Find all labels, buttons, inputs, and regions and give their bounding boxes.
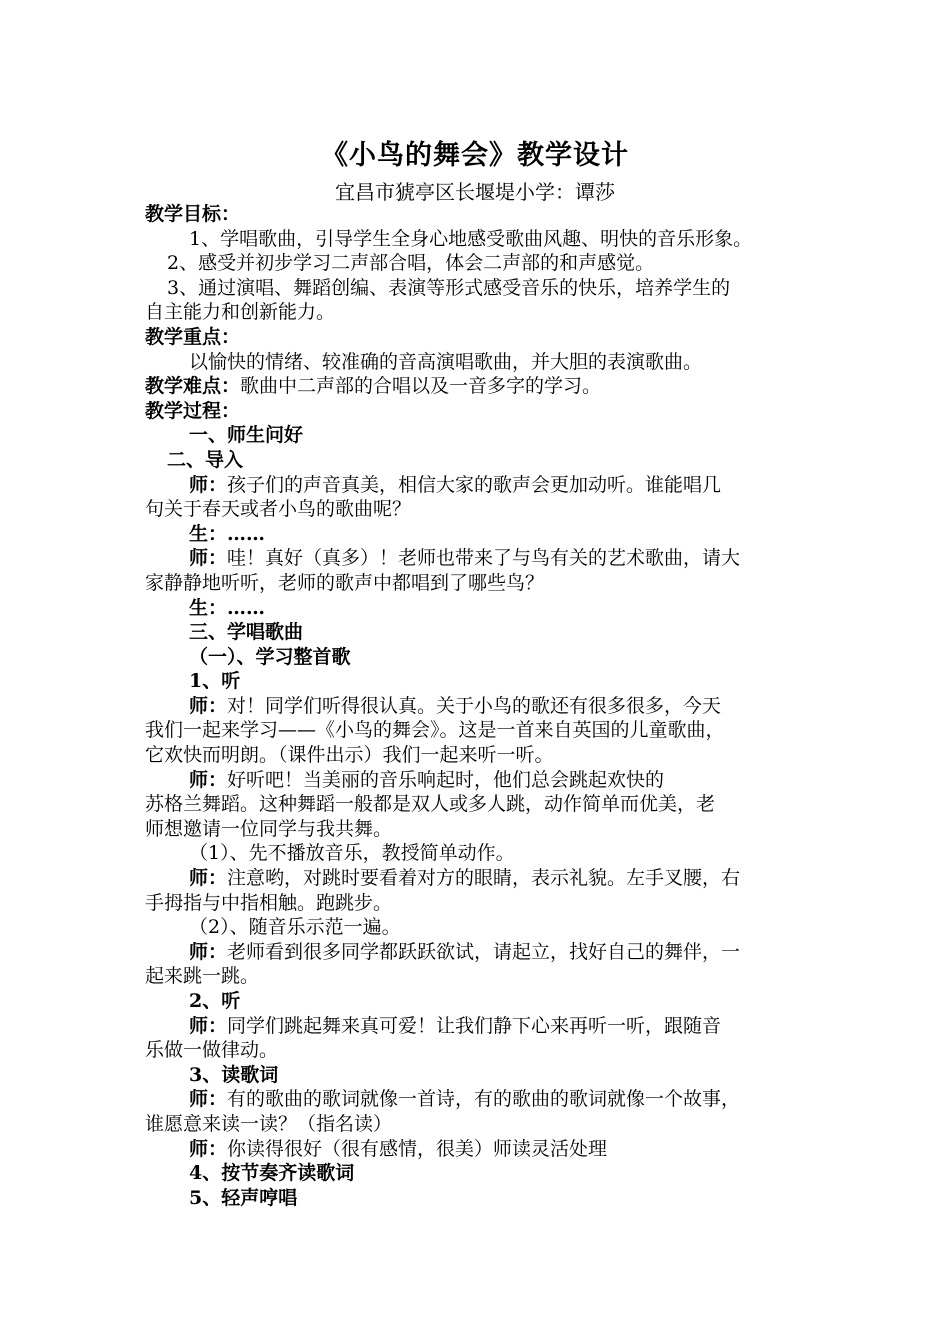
- paragraph-text: 老师看到很多同学都跃跃欲试，请起立，找好自己的舞伴，一: [227, 940, 741, 963]
- step-2-heading: 2、听: [189, 990, 241, 1012]
- student-label: 生：: [189, 522, 228, 545]
- difficulty-text: 歌曲中二声部的合唱以及一音多字的学习。: [240, 375, 602, 398]
- focus-heading: 教学重点：: [145, 325, 241, 348]
- teacher-label: 师：: [189, 867, 228, 890]
- paragraph-text: 同学们跳起舞来真可爱！让我们静下心来再听一听，跟随音: [227, 1014, 722, 1037]
- document-title: 《小鸟的舞会》教学设计: [321, 140, 629, 171]
- paragraph-line: 我们一起来学习——《小鸟的舞会》。这是一首来自英国的儿童歌曲，: [145, 719, 725, 742]
- numbered-note-1: （1）、先不播放音乐，教授简单动作。: [189, 842, 515, 865]
- section-2-heading: 二、导入: [167, 448, 244, 471]
- paragraph-line: [145, 473, 821, 498]
- paragraph-text: 你读得很好（很有感情，很美）师读灵活处理: [227, 1137, 608, 1160]
- paragraph-line: [145, 768, 821, 793]
- teacher-label: 师：: [189, 547, 228, 570]
- document-author: 宜昌市猇亭区长堰堤小学：谭莎: [335, 180, 615, 204]
- section-1-heading: 一、师生问好: [189, 424, 304, 447]
- paragraph-text: 孩子们的声音真美，相信大家的歌声会更加动听。谁能唱几: [227, 473, 722, 496]
- paragraph-line: [145, 1014, 821, 1039]
- difficulty-heading: 教学难点：: [145, 375, 241, 398]
- subsection-1-heading: （一）、学习整首歌: [189, 645, 351, 668]
- paragraph-text: 注意哟，对跳时要看着对方的眼睛，表示礼貌。左手叉腰，右: [227, 867, 741, 890]
- paragraph-line: [145, 694, 821, 719]
- paragraph-line: [145, 866, 821, 891]
- ellipsis: ……: [227, 596, 266, 619]
- goals-heading: 教学目标：: [145, 203, 241, 225]
- paragraph-line: 师想邀请一位同学与我共舞。: [145, 817, 393, 840]
- teacher-label: 师：: [189, 940, 228, 963]
- process-heading: 教学过程：: [145, 399, 241, 422]
- paragraph-line: [145, 596, 821, 621]
- focus-text: 以愉快的情绪、较准确的音高演唱歌曲，并大胆的表演歌曲。: [189, 350, 703, 373]
- numbered-note-2: （2）、随音乐示范一遍。: [189, 916, 401, 939]
- paragraph-line: [145, 1137, 821, 1162]
- teacher-label: 师：: [189, 473, 228, 496]
- paragraph-line: 苏格兰舞蹈。这种舞蹈一般都是双人或多人跳，动作简单而优美，老: [145, 793, 716, 816]
- step-4-heading: 4、按节奏齐读歌词: [189, 1162, 355, 1185]
- paragraph-line: 乐做一做律动。: [145, 1039, 279, 1062]
- paragraph-text: 有的歌曲的歌词就像一首诗，有的歌曲的歌词就像一个故事，: [227, 1088, 741, 1111]
- goal-3-line-1: 3、通过演唱、舞蹈创编、表演等形式感受音乐的快乐，培养学生的: [167, 276, 731, 299]
- paragraph-line: [145, 940, 821, 965]
- paragraph-line: 手拇指与中指相触。跑跳步。: [145, 891, 393, 914]
- paragraph-text: 好听吧！当美丽的音乐响起时，他们总会跳起欢快的: [227, 768, 665, 791]
- paragraph-line: [145, 546, 821, 571]
- paragraph-text: 哇！真好（真多）！老师也带来了与鸟有关的艺术歌曲，请大: [227, 547, 741, 570]
- student-label: 生：: [189, 596, 228, 619]
- teacher-label: 师：: [189, 1088, 228, 1111]
- paragraph-line: [145, 522, 821, 547]
- goal-2: 2、感受并初步学习二声部合唱，体会二声部的和声感觉。: [167, 252, 655, 275]
- ellipsis: ……: [227, 522, 266, 545]
- paragraph-text: 对！同学们听得很认真。关于小鸟的歌还有很多很多，今天: [227, 694, 722, 717]
- paragraph-line: 它欢快而明朗。（课件出示）我们一起来听一听。: [145, 744, 554, 767]
- goal-3-line-2: 自主能力和创新能力。: [145, 301, 336, 324]
- teacher-label: 师：: [189, 1014, 228, 1037]
- paragraph-line: 起来跳一跳。: [145, 965, 260, 988]
- step-5-heading: 5、轻声哼唱: [189, 1186, 298, 1209]
- teacher-label: 师：: [189, 768, 228, 791]
- step-3-heading: 3、读歌词: [189, 1063, 279, 1086]
- document-body: [145, 202, 821, 1210]
- difficulty-line: [145, 374, 821, 399]
- teacher-label: 师：: [189, 694, 228, 717]
- section-3-heading: 三、学唱歌曲: [189, 621, 304, 644]
- step-1-heading: 1、听: [189, 670, 241, 693]
- paragraph-line: 家静静地听听，老师的歌声中都唱到了哪些鸟？: [145, 571, 545, 594]
- teacher-label: 师：: [189, 1137, 228, 1160]
- paragraph-line: 句关于春天或者小鸟的歌曲呢？: [145, 498, 412, 521]
- paragraph-line: [145, 1087, 821, 1112]
- paragraph-line: 谁愿意来读一读？（指名读）: [145, 1112, 393, 1135]
- goal-1: 1、学唱歌曲，引导学生全身心地感受歌曲风趣、明快的音乐形象。: [189, 227, 753, 250]
